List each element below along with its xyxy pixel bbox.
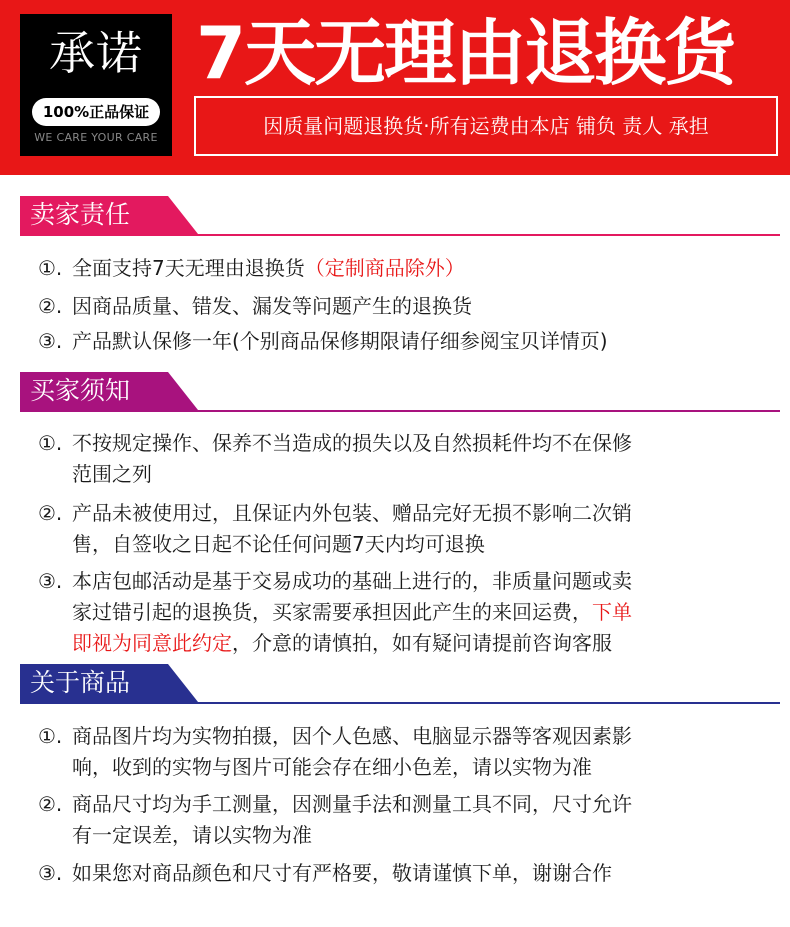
item-number: ①. [38, 256, 63, 280]
item-text: 因商品质量、错发、漏发等问题产生的退换货 [72, 294, 472, 318]
promise-badge [20, 14, 172, 156]
shipping-cost-text: 因质量问题退换货·所有运费由本店 铺负 责人 承担 [263, 114, 709, 138]
buyer-item-1 [38, 428, 778, 490]
item-text-line-1: 商品尺寸均为手工测量，因测量手法和测量工具不同，尺寸允许 [72, 792, 632, 816]
section-title-seller: 卖家责任 [30, 200, 131, 229]
item-number: ②. [38, 792, 63, 816]
item-text-line-2 [38, 597, 778, 628]
seller-item-2 [38, 291, 778, 322]
item-number: ①. [38, 431, 63, 455]
product-item-1 [38, 721, 778, 783]
item-text-line-2: 售，自签收之日起不论任何问题7天内均可退换 [72, 532, 485, 556]
section-header-seller [20, 196, 780, 236]
section-title-product: 关于商品 [30, 668, 131, 697]
item-text-line-3 [38, 628, 778, 659]
badge-title: 承诺 [49, 26, 143, 80]
item-number: ③. [38, 861, 63, 885]
section-title-buyer: 买家须知 [30, 376, 131, 405]
item-text-line-1: 本店包邮活动是基于交易成功的基础上进行的，非质量问题或卖 [72, 569, 632, 593]
return-policy-headline: 7天无理由退换货 [196, 11, 735, 95]
buyer-underline [20, 410, 780, 412]
seller-item-3 [38, 326, 778, 357]
item-text: 家过错引起的退换货，买家需要承担因此产生的来回运费， [72, 600, 592, 624]
badge-slogan: WE CARE YOUR CARE [34, 131, 158, 144]
item-note-red: （定制商品除外） [304, 256, 465, 280]
product-underline [20, 702, 780, 704]
authentic-guarantee-pill: 100%正品保证 [32, 98, 160, 126]
promise-banner [0, 0, 790, 175]
item-number: ①. [38, 724, 63, 748]
item-text-line-1: 不按规定操作、保养不当造成的损失以及自然损耗件均不在保修 [72, 431, 632, 455]
agreement-note-red: 下单 [592, 600, 632, 624]
seller-underline [20, 234, 780, 236]
item-text: ，介意的请慎拍，如有疑问请提前咨询客服 [232, 631, 612, 655]
buyer-item-3 [38, 566, 778, 659]
section-header-product [20, 664, 780, 704]
item-number: ②. [38, 294, 63, 318]
item-text-line-2: 响，收到的实物与图片可能会存在细小色差，请以实物为准 [72, 755, 592, 779]
item-text: 全面支持7天无理由退换货 [72, 256, 305, 280]
item-text-line-1: 商品图片均为实物拍摄，因个人色感、电脑显示器等客观因素影 [72, 724, 632, 748]
item-text: 如果您对商品颜色和尺寸有严格要，敬请谨慎下单，谢谢合作 [72, 861, 612, 885]
item-text-line-2: 范围之列 [72, 462, 152, 486]
agreement-note-red: 即视为同意此约定 [72, 631, 232, 655]
seller-item-1 [38, 253, 778, 284]
shipping-cost-box [194, 96, 778, 156]
product-item-3 [38, 858, 778, 889]
item-number: ③. [38, 329, 63, 353]
section-header-buyer [20, 372, 780, 412]
item-text-line-2: 有一定误差，请以实物为准 [72, 823, 312, 847]
item-text: 产品默认保修一年(个别商品保修期限请仔细参阅宝贝详情页) [72, 329, 608, 353]
item-number: ②. [38, 501, 63, 525]
buyer-item-2 [38, 498, 778, 560]
item-text-line-1: 产品未被使用过，且保证内外包装、赠品完好无损不影响二次销 [72, 501, 632, 525]
item-number: ③. [38, 569, 63, 593]
product-item-2 [38, 789, 778, 851]
